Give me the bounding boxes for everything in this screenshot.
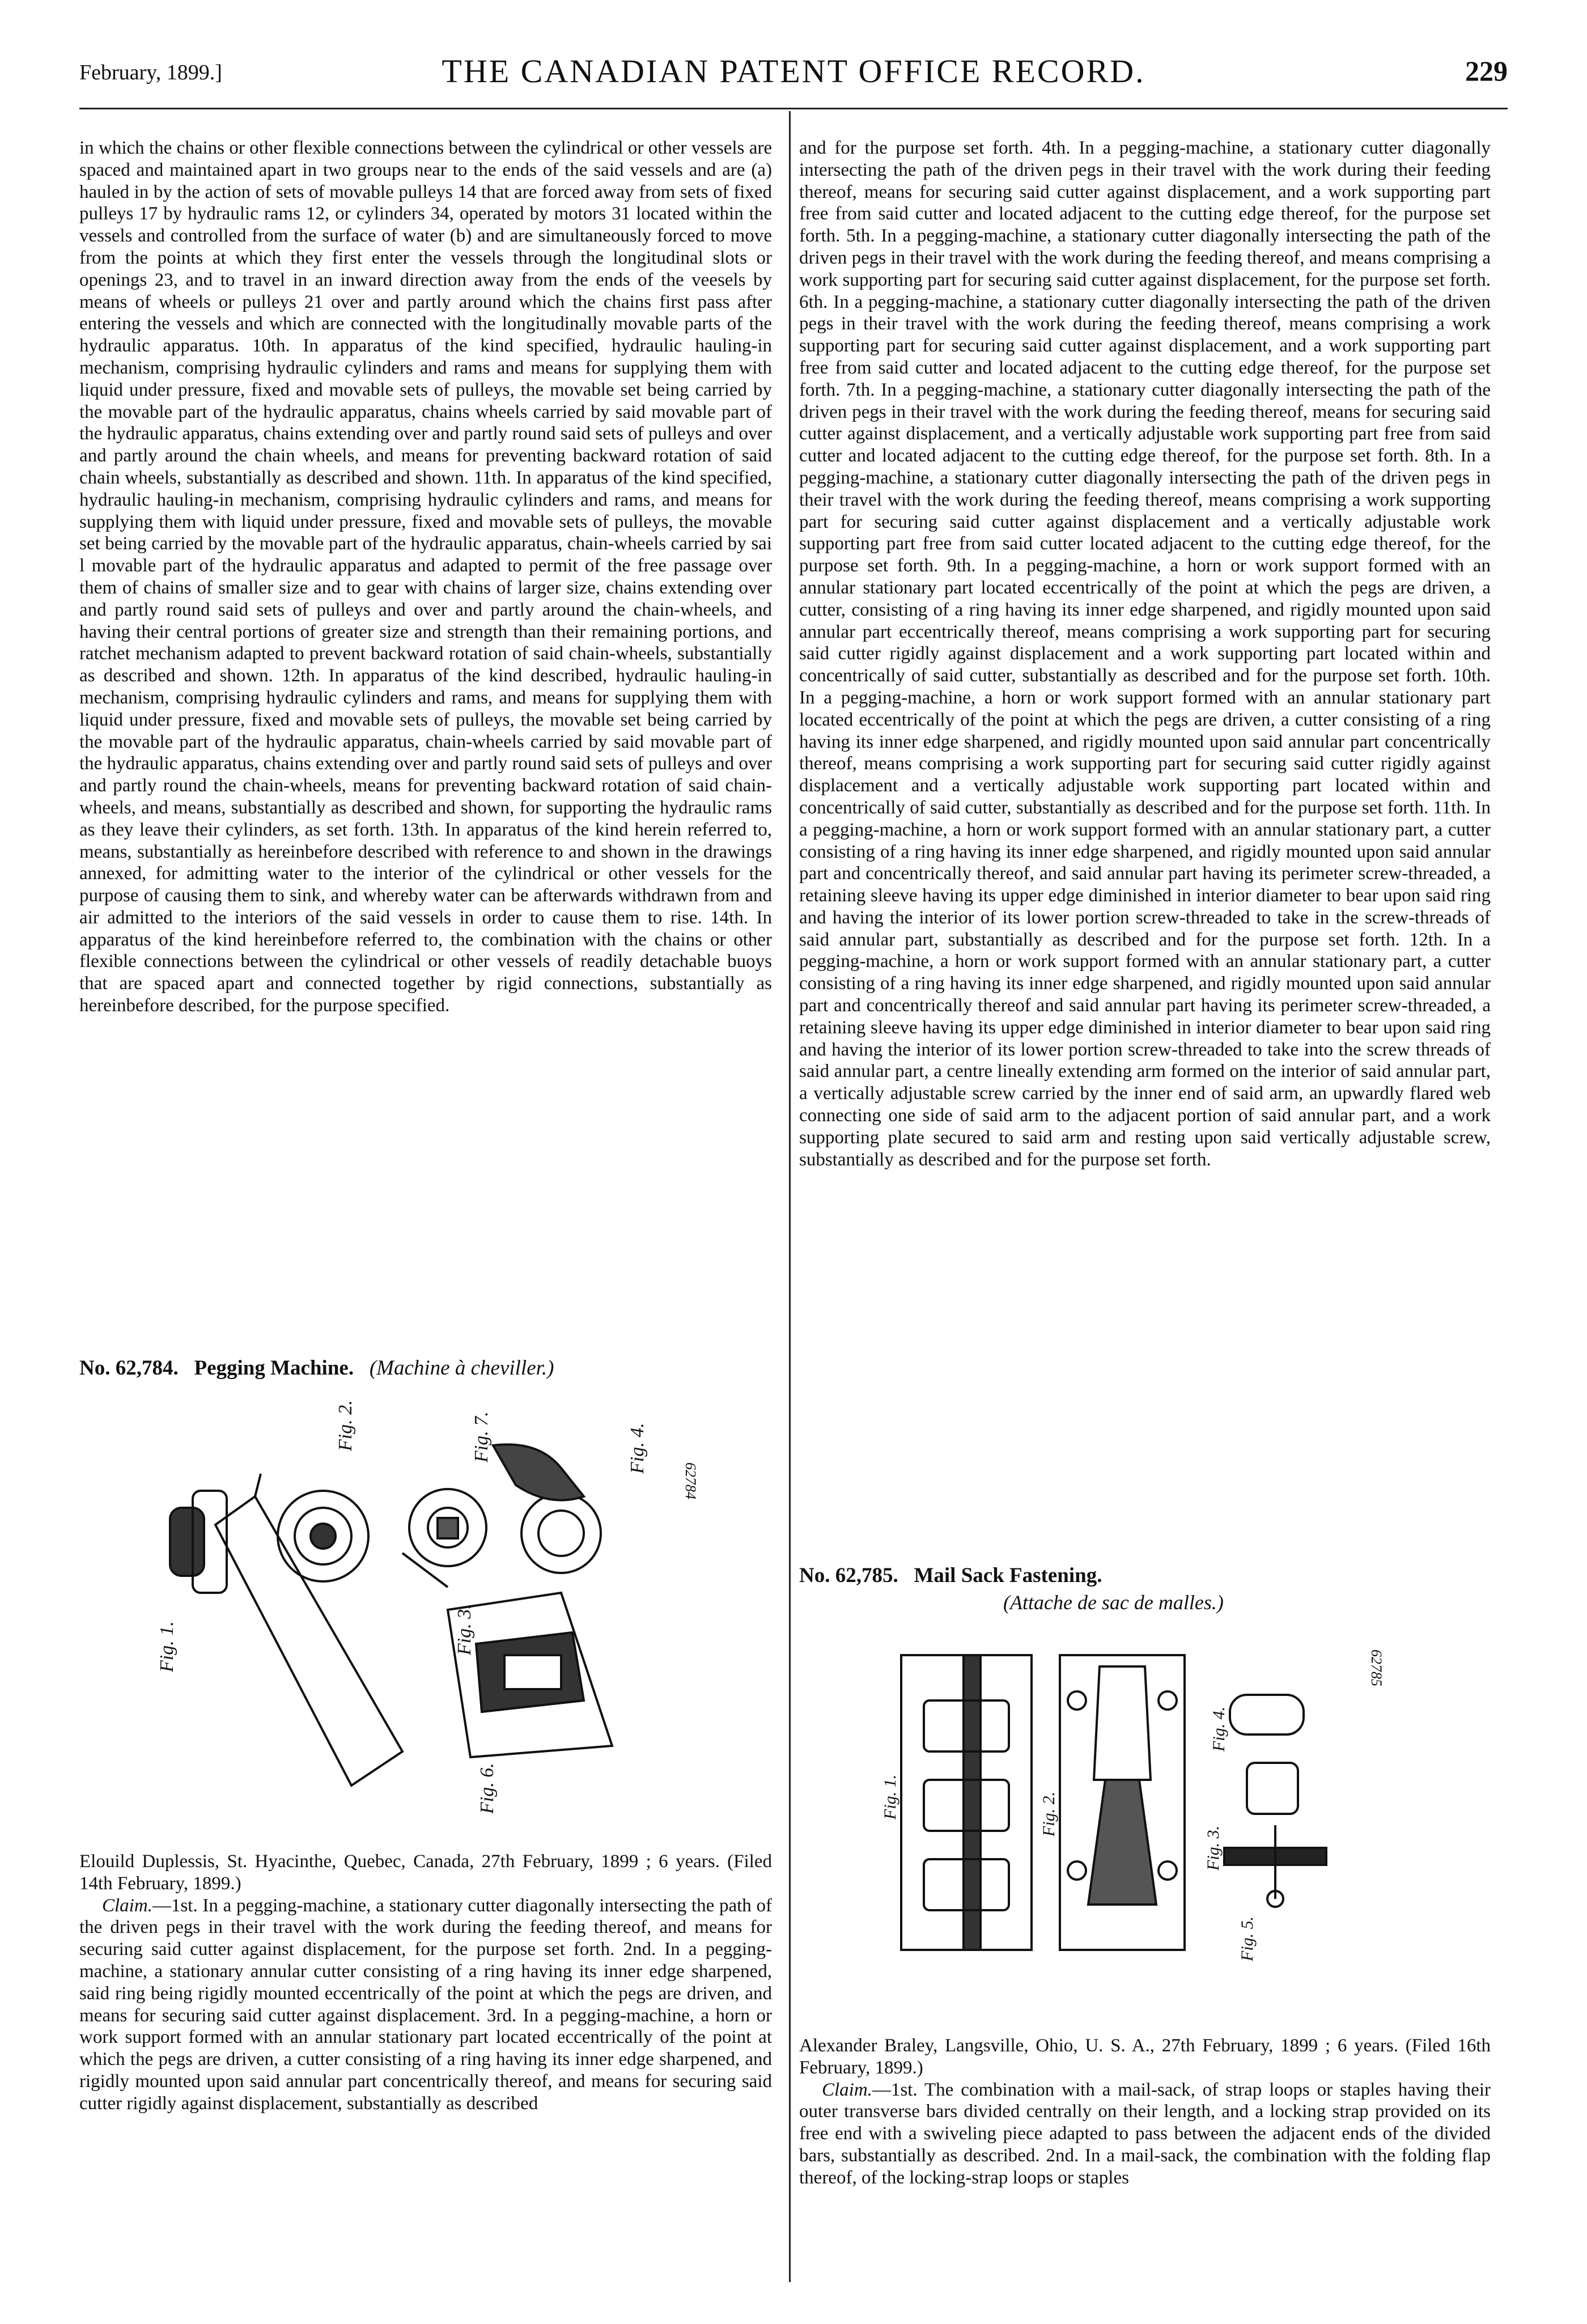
patent-title: Mail Sack Fastening. [914, 1564, 1102, 1587]
fig3-label: Fig. 3. [454, 1604, 475, 1655]
header-title: THE CANADIAN PATENT OFFICE RECORD. [442, 53, 1145, 90]
pegging-machine-entry [79, 1851, 772, 2315]
fig-ref-number: 62784 [682, 1462, 699, 1499]
continuation-text: in which the chains or other flexible connections between the cylindrical or other vessels are spaced and maintained apart in two groups near to the ends of the said vessels and are (a) hauled in by the action of sets of movable pulleys 14 that are forced away from sets of fixed pulleys 17 by hydraulic rams 12, or cylinders 34, operated by motors 31 located within the vessels and controlled from the surface of water (b) and are simultaneously forced to move from the points at which they first enter the vessels through the longitudinal slots or openings 23, and to travel in an inward direction away from the ends of the veesels by means of wheels or pulleys 21 over and partly around which the chains first pass after entering the vessels and which are connected with the longitudinally movable parts of the hydraulic apparatus. 10th. In apparatus of the kind specified, hydraulic hauling-in mechanism, comprising hydraulic cylinders and rams and means for supplying them with liquid under pressure, fixed and movable sets of pulleys, the movable set being carried by the movable part of the hydraulic apparatus, chains wheels carried by said movable part of the hydraulic apparatus, chains extending over and partly round said sets of pulleys and over and partly around the chain wheels, and means for preventing backward rotation of said chain wheels, substantially as described and shown. 11th. In apparatus of the kind specified, hydraulic hauling-in mechanism, comprising hydraulic cylinders and rams, and means for supplying them with liquid under pressure, fixed and movable sets of pulleys, the movable set being carried by the movable part of the hydraulic apparatus, chain-wheels carried by sai l movable part of the hydraulic apparatus and adapted to permit of the free passage over them of chains of smaller size and to gear with chains of larger size, chains extending over and partly round said sets of pulleys and over and partly around the chain-wheels, and having their central portions of greater size and strength than their remaining portions, and ratchet mechanism adapted to prevent backward rotation of said chain-wheels, substantially as described and shown. 12th. In apparatus of the kind described, hydraulic hauling-in mechanism, comprising hydraulic cylinders and rams, and means for supplying them with liquid under pressure, fixed and movable sets of pulleys, the movable set being carried by the movable part of the hydraulic apparatus, chain-wheels carried by said movable part of the hydraulic apparatus, chains extending over and partly round said sets of pulleys and over and partly round the chain-wheels, means for preventing backward rotation of said chain-wheels, and means, substantially as described and shown, for supporting the hydraulic rams as they leave their cylinders, as set forth. 13th. In apparatus of the kind herein referred to, means, substantially as hereinbefore described with reference to and shown in the drawings annexed, for admitting water to the interior of the cylindrical or other vessels for the purpose of causing them to sink, and whereby water can be afterwards withdrawn from and air admitted to the interiors of the said vessels in order to cause them to rise. 14th. In apparatus of the kind hereinbefore referred to, the combination with the chains or other flexible connections between the cylindrical or other vessels of readily detachable buoys that are spaced apart and connected together by rigid connections, substantially as hereinbefore described, for the purpose specified. [79, 138, 772, 1016]
fig2-label: Fig. 2. [335, 1400, 356, 1451]
patent-heading-62784 [79, 1356, 554, 1380]
mail-sack-entry [799, 2035, 1491, 2301]
patent-number: No. 62,785. [799, 1564, 898, 1587]
fig2-label-ms: Fig. 2. [1039, 1791, 1058, 1837]
left-column-continuation [79, 137, 772, 1350]
fig1-label-ms: Fig. 1. [881, 1774, 899, 1820]
patent-title: Pegging Machine. [194, 1356, 354, 1380]
pegging-machine-drawing [85, 1400, 765, 1825]
claims-62785: Claim.—1st. The combination with a mail-sack, of strap loops or staples having their outer transverse bars divided centrally on their length, and a locking strap provided on its free end with a swiveling piece adapted to pass between the adjacent ends of the divided bars, substantially as described. 2nd. In a mail-sack, the combination with the folding flap thereof, of the locking-strap loops or staples [799, 2079, 1491, 2188]
patent-number: No. 62,784. [79, 1356, 179, 1380]
fig-ref-number-ms: 62785 [1368, 1649, 1385, 1686]
continuation-text-right: and for the purpose set forth. 4th. In a pegging-machine, a stationary cutter diagonally intersecting the path of the driven pegs in their travel with the work during their feeding thereof, means for securing said cutter against displacement, and a work supporting part free from said cutter and located adjacent to the cutting edge thereof, for the purpose set forth. 5th. In a pegging-machine, a stationary cutter diagonally intersecting the path of the driven pegs in their travel with the work during the feeding thereof, and means comprising a work supporting part for securing said cutter against displacement, for the purpose set forth. 6th. In a pegging-machine, a stationary cutter diagonally intersecting the path of the driven pegs in their travel with the work during the feeding thereof, means comprising a work supporting part for securing said cutter against displacement, and a work supporting part free from said cutter and located adjacent to the cutting edge thereof, for the purpose set forth. 7th. In a pegging-machine, a stationary cutter diagonally intersecting the path of the driven pegs in their travel with the work during the feeding thereof, means for securing said cutter against displacement, and a vertically adjustable work supporting part free from said cutter and located adjacent to the cutting edge thereof, for the purpose set forth. 8th. In a pegging-machine, a stationary cutter diagonally intersecting the path of the driven pegs in their travel with the work during the feeding thereof, means comprising a work supporting part for securing said cutter against displacement and a vertically adjustable work supporting part free from said cutter located adjacent to the cutting edge thereof, for the purpose set forth. 9th. In a pegging-machine, a horn or work support formed with an annular stationary part located eccentrically of the point at which the pegs are driven, a cutter, consisting of a ring having its inner edge sharpened, and rigidly mounted upon said annular part eccentrically thereof, means comprising a work supporting part for securing said cutter rigidly against displacement and a work supporting part located within and concentrically of said cutter, substantially as described and for the purpose set forth. 10th. In a pegging-machine, a horn or work support formed with an annular stationary part located eccentrically of the point at which the pegs are driven, a cutter consisting of a ring having its inner edge sharpened, and rigidly mounted upon said annular part concentrically thereof, means comprising a work supporting part for securing said cutter rigidly against displacement and a vertically adjustable work supporting part located within and concentrically of said cutter, substantially as described and for the purpose set forth. 11th. In a pegging-machine, a horn or work support formed with an annular stationary part, a cutter consisting of a ring having its inner edge sharpened, and rigidly mounted upon said annular part and concentrically thereof, and said annular part having its perimeter screw-threaded, a retaining sleeve having its upper edge diminished in interior diameter to bear upon said ring and having the interior of its lower portion screw-threaded to take in the screw-threads of said annular part, substantially as described and for the purpose set forth. 12th. In a pegging-machine, a horn or work support formed with an annular stationary part, a cutter consisting of a ring having its inner edge sharpened, and rigidly mounted upon said annular part and concentrically thereof and said annular part having its perimeter screw-threaded, a retaining sleeve having its upper edge diminished in interior diameter to bear upon said ring and having the interior of its lower portion screw-threaded to take into the screw threads of said annular part, a centre lineally extending arm formed on the interior of said annular part, a vertically adjustable screw carried by the inner end of said arm, an upwardly flared web connecting one side of said arm to the adjacent portion of said annular part, and a work supporting plate secured to said arm and resting upon said vertically adjustable screw, substantially as described and for the purpose set forth. [799, 138, 1491, 1170]
fig5-label-ms: Fig. 5. [1238, 1916, 1257, 1961]
page-number: 229 [1465, 55, 1508, 87]
header-date: February, 1899.] [79, 61, 222, 84]
mail-sack-drawing [881, 1632, 1394, 1973]
claims-62784: Claim.—1st. In a pegging-machine, a stationary cutter diagonally intersecting the path of the driven pegs in their travel with the work during the feeding thereof, and means for securing said cutter against displacement, for the purpose set forth. 2nd. In a pegging-machine, a stationary annular cutter consisting of a ring having its inner edge sharpened, said ring being rigidly mounted eccentrically of the point at which the pegs are driven, and means for securing said cutter against displacement. 3rd. In a pegging-machine, a horn or work support formed with an annular stationary part located eccentrically of the point at which the pegs are driven, a cutter consisting of a ring having its inner edge sharpened, and rigidly mounted upon said annular part concentrically thereof, and means for securing said cutter rigidly against displacement, substantially as described [79, 1895, 772, 2114]
fig4-label: Fig. 4. [627, 1423, 648, 1474]
header-rule [79, 108, 1508, 109]
patent-title-fr-62785: (Attache de sac de malles.) [1003, 1591, 1224, 1614]
inventor-62784: Elouild Duplessis, St. Hyacinthe, Quebec, Canada, 27th February, 1899 ; 6 years. (Filed 14th February, 1899.) [79, 1851, 772, 1894]
right-column-continuation [799, 137, 1491, 1526]
fig7-label: Fig. 7. [471, 1411, 492, 1462]
patent-heading-62785 [799, 1563, 1102, 1588]
running-header [79, 52, 1508, 97]
fig4-label-ms: Fig. 4. [1210, 1706, 1228, 1752]
patent-title-fr: (Machine à cheviller.) [369, 1356, 554, 1380]
column-divider [789, 111, 791, 2282]
fig6-label: Fig. 6. [477, 1763, 498, 1814]
fig3-label-ms: Fig. 3. [1204, 1825, 1223, 1871]
inventor-62785: Alexander Braley, Langsville, Ohio, U. S. A., 27th February, 1899 ; 6 years. (Filed 16th February, 1899.) [799, 2035, 1491, 2078]
fig1-label: Fig. 1. [156, 1621, 177, 1672]
